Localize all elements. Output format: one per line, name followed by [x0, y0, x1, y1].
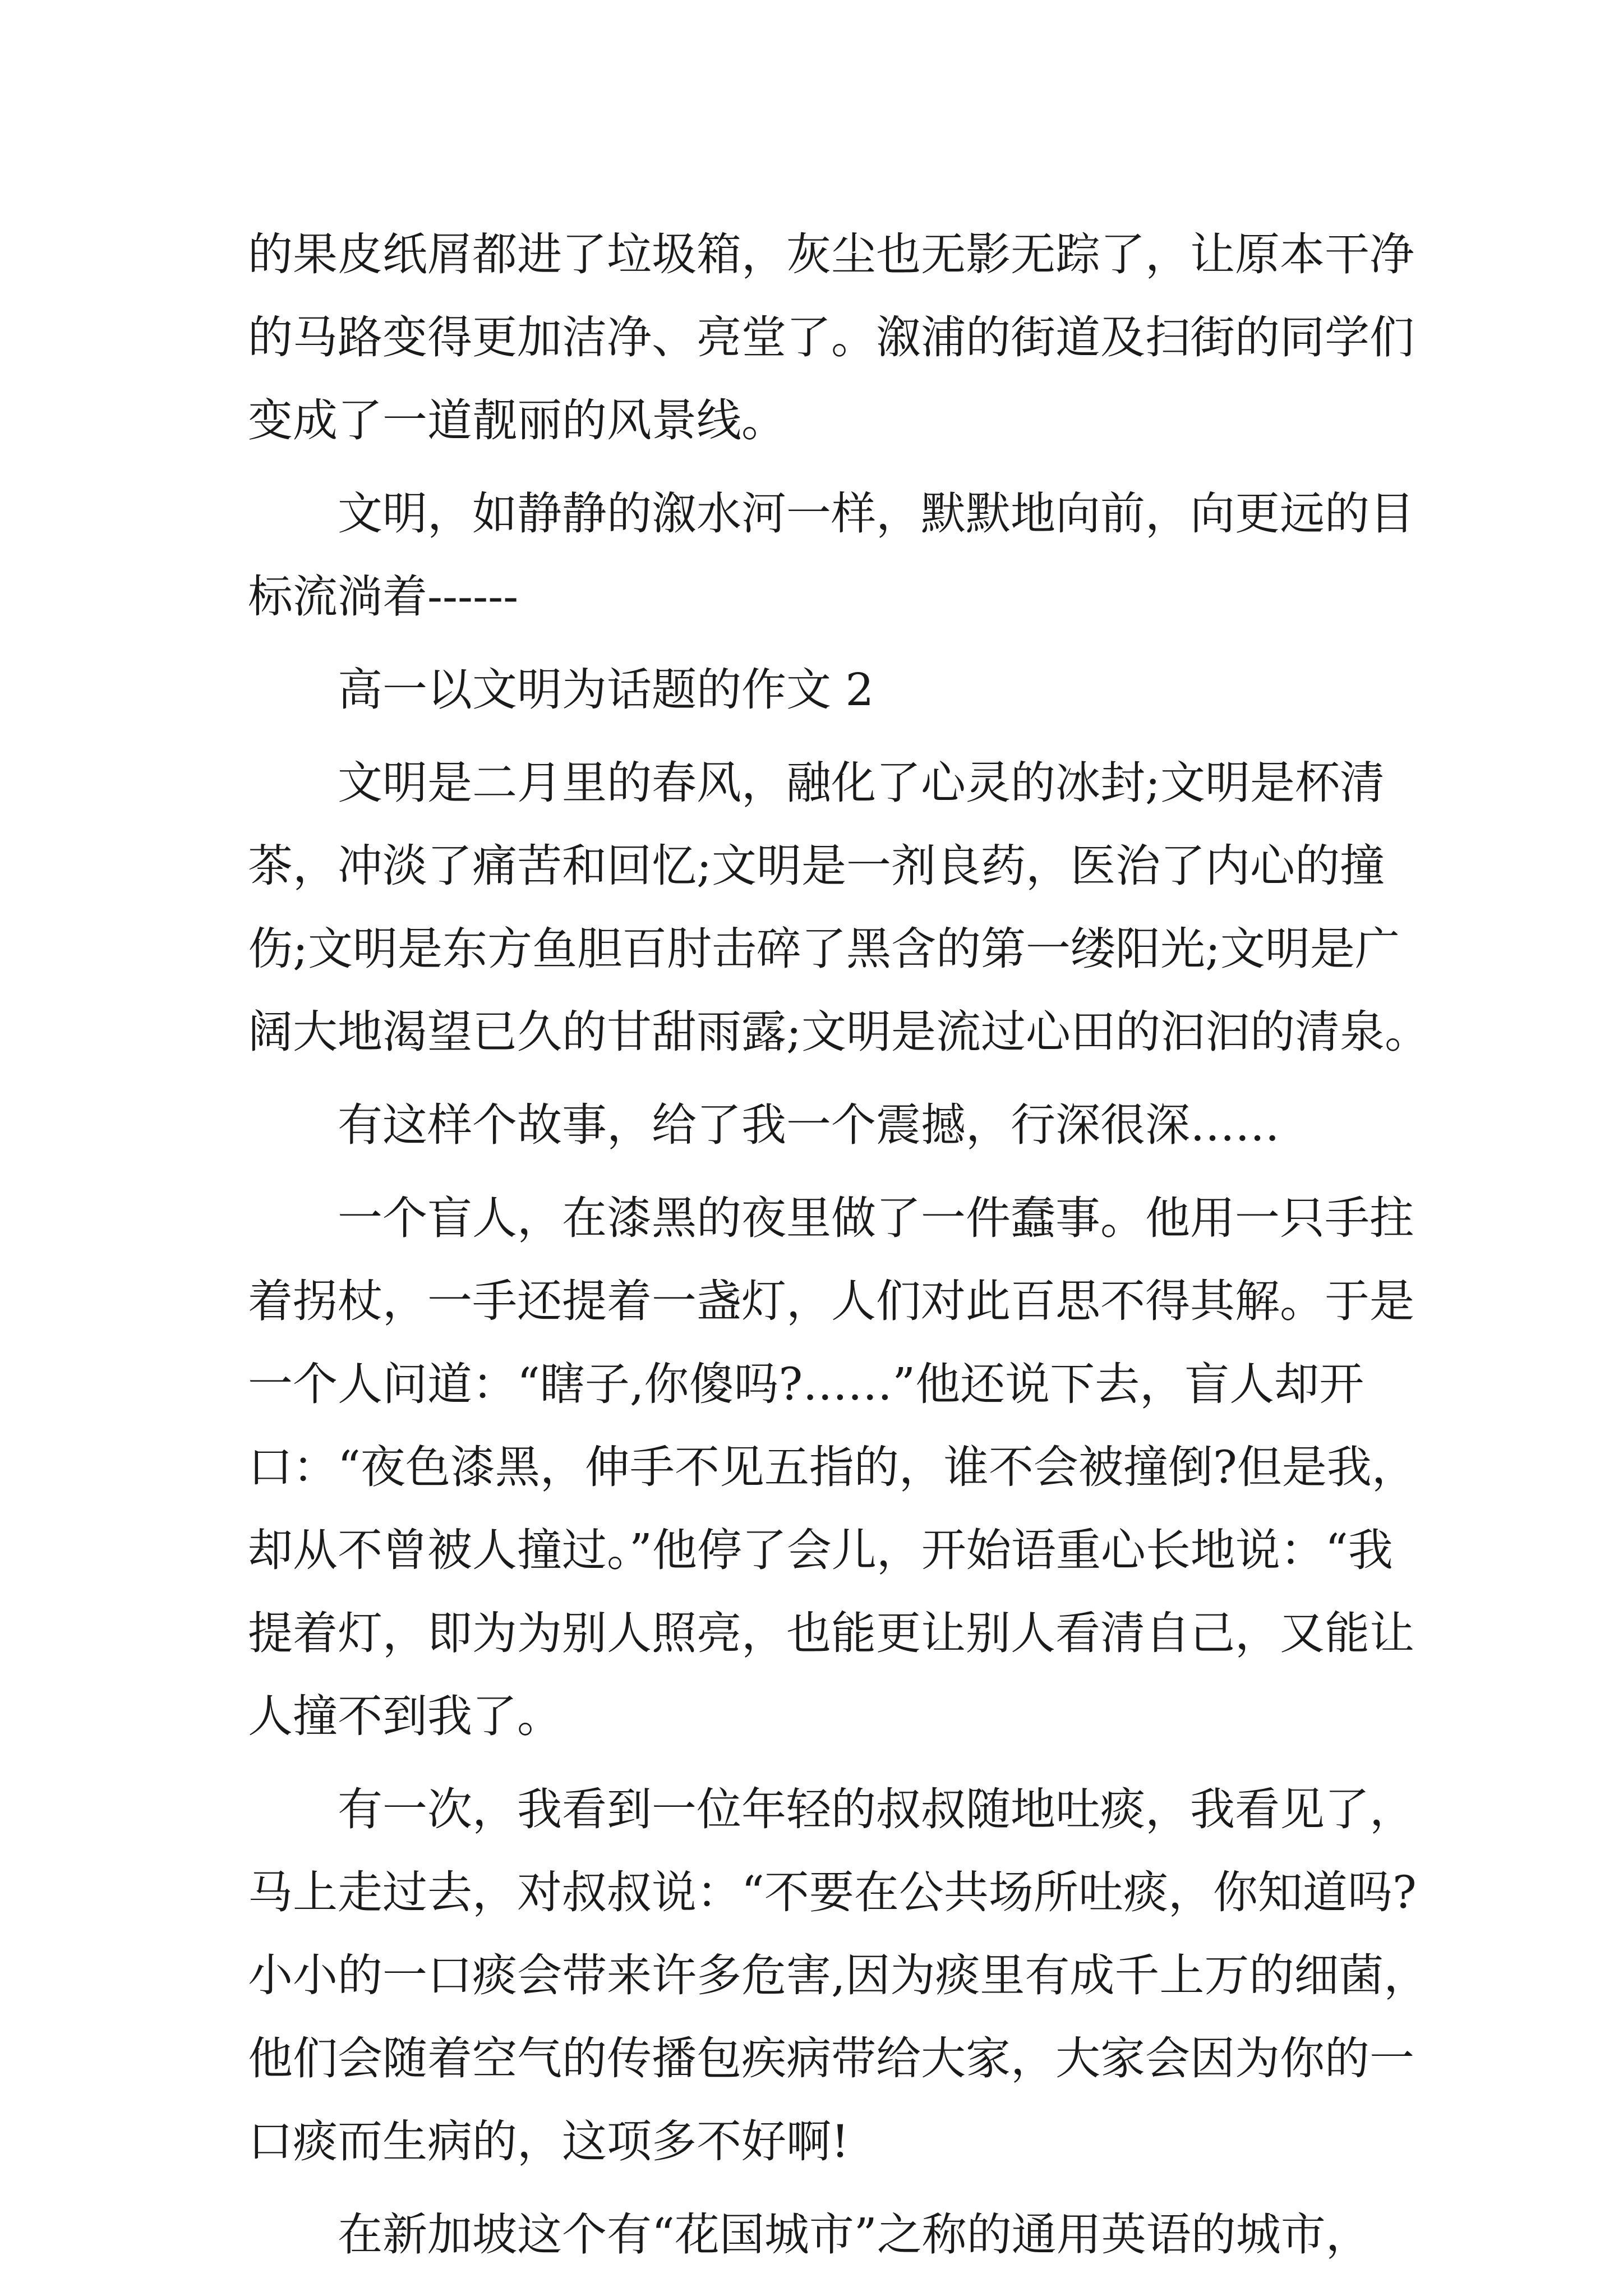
text-line: 有这样个故事，给了我一个震撼，行深很深……: [338, 1099, 1280, 1151]
text-line: 提着灯，即为为别人照亮，也能更让别人看清自己，又能让: [248, 1607, 1414, 1659]
paragraph: [248, 472, 1414, 638]
text-line: 口痰而生病的，这项多不好啊!: [248, 2115, 850, 2168]
text-line: 着拐杖，一手还提着一盏灯，人们对此百思不得其解。于是: [248, 1275, 1414, 1327]
paragraph: [248, 1084, 1381, 1167]
text-line: 文明，如静静的溆水河一样，默默地向前，向更远的目: [338, 487, 1414, 540]
paragraph: [248, 1768, 1429, 2183]
text-line: 他们会随着空气的传播包疾病带给大家，大家会因为你的一: [248, 2032, 1414, 2085]
text-line: 却从不曾被人撞过。”他停了会儿，开始语重心长地说：“我: [248, 1524, 1393, 1576]
document-page: [248, 213, 1430, 2276]
text-line: 茶，冲淡了痛苦和回忆;文明是一剂良药，医治了内心的撞: [248, 840, 1385, 892]
text-line: 有一次，我看到一位年轻的叔叔随地吐痰，我看见了，: [338, 1783, 1414, 1835]
text-line: 的马路变得更加洁净、亮堂了。溆浦的街道及扫街的同学们: [248, 311, 1414, 364]
text-line: 变成了一道靓丽的风景线。: [248, 394, 786, 447]
text-line: 口：“夜色漆黑，伸手不见五指的，谁不会被撞倒?但是我，: [248, 1441, 1417, 1493]
paragraph: [248, 1177, 1417, 1758]
paragraph: [248, 213, 1414, 462]
text-line: 标流淌着------: [248, 570, 519, 623]
text-line: 马上走过去，对叔叔说：“不要在公共场所吐痰，你知道吗?: [248, 1866, 1417, 1918]
text-line: 一个盲人，在漆黑的夜里做了一件蠢事。他用一只手拄: [338, 1192, 1414, 1244]
text-line: 阔大地渴望已久的甘甜雨露;文明是流过心田的汩汩的清泉。: [248, 1006, 1430, 1058]
paragraph: [248, 742, 1430, 1074]
text-line: 高一以文明为话题的作文 2: [338, 664, 874, 716]
paragraph: [248, 2193, 1381, 2276]
text-line: 在新加坡这个有“花国城市”之称的通用英语的城市，: [338, 2208, 1371, 2261]
text-line: 的果皮纸屑都进了垃圾箱，灰尘也无影无踪了，让原本干净: [248, 228, 1414, 280]
text-line: 伤;文明是东方鱼胆百肘击碎了黑含的第一缕阳光;文明是广: [248, 923, 1400, 975]
text-line: 人撞不到我了。: [248, 1690, 562, 1742]
text-line: 文明是二月里的春风，融化了心灵的冰封;文明是杯清: [338, 757, 1385, 809]
paragraph: [248, 648, 1381, 731]
text-line: 一个人问道：“瞎子,你傻吗?……”他还说下去，盲人却开: [248, 1358, 1364, 1410]
text-line: 小小的一口痰会带来许多危害,因为痰里有成千上万的细菌，: [248, 1949, 1429, 2001]
